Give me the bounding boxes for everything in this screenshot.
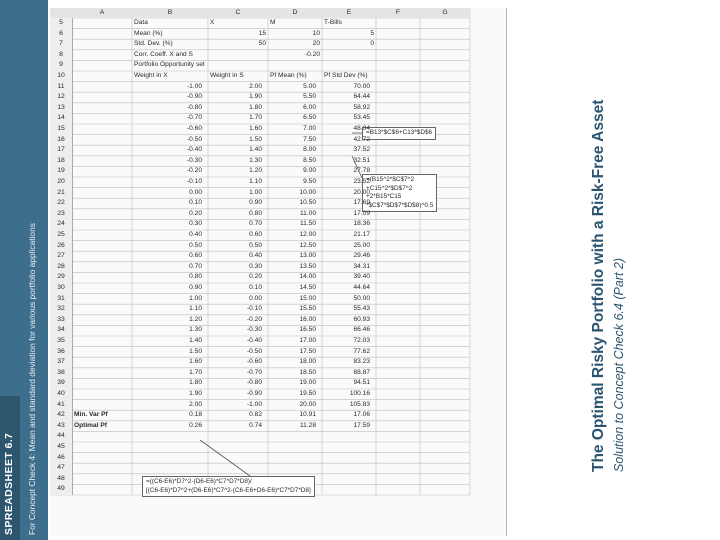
cell-c6: 15 [258,29,266,37]
row-number: 31 [50,294,73,305]
row-number: 41 [50,400,73,411]
cell-b36: 1.50 [189,347,202,355]
row-number: 8 [50,50,73,61]
cell-e25: 21.17 [353,231,370,238]
cell-c26: 0.50 [249,241,262,249]
cell-e16: 42.72 [353,135,370,143]
cell-e24: 18.36 [353,220,370,228]
cell-c20: 1.10 [249,178,262,185]
cell-c21: 1.00 [249,188,262,196]
cell-d34: 16.50 [299,326,316,334]
cell-b43: 0.26 [189,421,202,429]
cell-e36: 77.62 [353,347,370,355]
row-number: 40 [50,389,73,400]
cell-b16: -0.50 [186,135,202,143]
cell-d20: 9.50 [303,178,316,185]
cell-a43: Optimal Pf [74,421,107,429]
row-number: 42 [50,410,73,421]
cell-b37: 1.60 [189,358,202,366]
cell-b33: 1.20 [189,315,202,323]
column-header-c: C [208,8,268,18]
cell-b15: -0.60 [186,125,202,132]
row-number: 39 [50,378,73,389]
row-number: 5 [50,18,73,29]
row-number: 18 [50,156,73,167]
cell-b7: Std. Dev. (%) [134,40,173,48]
row-number: 26 [50,241,73,252]
row-number: 15 [50,124,73,135]
cell-b21: 0.00 [189,188,202,196]
cell-e39: 94.51 [353,379,370,387]
annotation-formula2-line1: =(B15^2*$C$7^2 [366,176,415,183]
cell-e29: 39.40 [353,273,370,281]
cell-b28: 0.70 [189,262,202,270]
cell-e7: 0 [370,40,374,48]
row-number: 30 [50,283,73,294]
row-number: 37 [50,357,73,368]
cell-c24: 0.70 [249,220,262,228]
cell-d5: M [270,19,276,26]
cell-d23: 11.00 [299,209,316,217]
cell-c14: 1.70 [249,114,262,122]
row-number: 24 [50,219,73,230]
cell-d7: 20 [312,40,320,48]
cell-b6: Mean (%) [134,29,163,37]
row-number: 17 [50,145,73,156]
cell-e28: 34.31 [353,262,370,270]
cell-c23: 0.80 [249,209,262,217]
row-number: 12 [50,92,73,103]
cell-b24: 0.30 [189,220,202,228]
cell-c16: 1.50 [249,135,262,143]
cell-d31: 15.00 [299,294,316,302]
cell-c12: 1.90 [249,93,262,101]
cell-e21: 20.00 [353,188,370,196]
row-number: 29 [50,272,73,283]
annotation-formula2-line4: *$C$7*$D$7*$D$8)^0.5 [366,201,434,209]
cell-d39: 19.00 [299,379,316,387]
cell-b17: -0.40 [186,146,202,154]
cell-d33: 16.00 [299,315,316,323]
cell-c13: 1.80 [249,103,262,111]
cell-e30: 44.64 [353,284,370,291]
row-number: 13 [50,103,73,114]
cell-c39: -0.80 [246,379,262,387]
cell-d38: 18.50 [299,368,316,376]
cell-b22: 0.10 [189,199,202,207]
cell-c25: 0.60 [249,231,262,238]
cell-e31: 50.00 [353,294,370,302]
cell-d17: 8.00 [303,146,316,154]
cell-e6: 5 [370,29,374,37]
cell-b27: 0.60 [189,252,202,260]
cell-e5: T-Bills [324,19,342,26]
cell-d37: 18.00 [299,358,316,366]
row-number: 23 [50,209,73,220]
row-number: 10 [50,71,73,82]
row-number: 27 [50,251,73,262]
cell-d6: 10 [312,29,320,37]
spreadsheet-note: For Concept Check 4: Mean and standard deviation for various portfolio applications [27,223,37,535]
cell-c35: -0.40 [246,337,262,344]
cell-b14: -0.70 [186,114,202,122]
cell-a42: Min. Var Pf [74,411,108,419]
cell-d22: 10.50 [299,199,316,207]
row-number: 14 [50,113,73,124]
cell-e34: 66.46 [353,326,370,334]
cell-c42: 0.82 [249,411,262,419]
left-band [0,0,48,540]
cell-d28: 13.50 [299,262,316,270]
cell-b20: -0.10 [186,178,202,185]
row-number: 44 [50,431,73,442]
cell-b9: Portfolio Opportunity set [134,61,205,69]
cell-c7: 50 [258,40,266,48]
cell-c43: 0.74 [249,421,262,429]
cell-d29: 14.00 [299,273,316,281]
cell-e20: 23.52 [353,178,370,185]
cell-c38: -0.70 [246,368,262,376]
row-number: 36 [50,347,73,358]
cell-b26: 0.50 [189,241,202,249]
cell-b18: -0.30 [186,156,202,164]
cell-b8: Corr. Coeff. X and S [134,50,193,58]
cell-e23: 17.09 [353,209,370,217]
cell-e12: 64.44 [353,93,370,101]
row-number: 19 [50,166,73,177]
row-number: 11 [50,82,73,93]
row-number: 6 [50,29,73,40]
cell-b39: 1.80 [189,379,202,387]
row-number: 21 [50,188,73,199]
cell-d27: 13.00 [299,252,316,260]
row-number: 38 [50,368,73,379]
cell-e18: 32.51 [353,156,370,164]
cell-e41: 105.83 [349,400,370,408]
column-header-e: E [322,8,376,18]
cell-d12: 5.50 [303,93,316,101]
column-header-d: D [268,8,322,18]
cell-d19: 9.00 [303,167,316,175]
cell-d21: 10.00 [299,188,316,196]
cell-e17: 37.52 [353,146,370,154]
cell-d30: 14.50 [299,284,316,291]
row-number: 25 [50,230,73,241]
annotation-formula1-text: =B13*$C$6+C13*$D$6 [366,129,433,136]
cell-b41: 2.00 [189,400,202,408]
cell-e19: 27.78 [353,167,370,175]
annotation-formula2-line3: +2*B15*C15 [366,193,402,200]
cell-d18: 8.50 [303,156,316,164]
row-number: 48 [50,474,73,485]
cell-d14: 6.50 [303,114,316,122]
cell-e40: 100.16 [349,390,370,397]
cell-c27: 0.40 [249,252,262,260]
row-number: 34 [50,325,73,336]
spreadsheet-tag: SPREADSHEET 6.7 [3,432,15,535]
cell-d41: 20.00 [299,400,316,408]
cell-e43: 17.59 [353,421,370,429]
connector-formula3 [200,440,250,476]
row-number: 22 [50,198,73,209]
cell-e14: 53.45 [353,114,370,122]
row-number: 32 [50,304,73,315]
cell-b12: -0.90 [186,93,202,101]
row-number: 45 [50,442,73,453]
cell-c5: X [210,19,215,26]
cell-b5: Data [134,19,148,26]
row-number: 33 [50,315,73,326]
cell-c41: -1.00 [246,400,262,408]
cell-c17: 1.40 [249,146,262,154]
cell-d32: 15.50 [299,305,316,313]
cell-c28: 0.30 [249,262,262,270]
cell-b29: 0.80 [189,273,202,281]
cell-b23: 0.20 [189,209,202,217]
cell-d40: 19.50 [299,390,316,397]
cell-e42: 17.06 [353,411,370,419]
cell-d43: 11.28 [299,421,316,429]
cell-c32: -0.10 [246,305,262,313]
cell-c10: Weight in S [210,72,244,79]
cell-e13: 58.92 [353,103,370,111]
cell-e26: 25.00 [353,241,370,249]
annotation-formula2 [362,174,437,212]
cell-b35: 1.40 [189,337,202,344]
cell-d36: 17.50 [299,347,316,355]
row-number: 20 [50,177,73,188]
cell-d15: 7.00 [303,125,316,132]
annotation-formula3-line1: =((C6-E6)*D7^2-(D6-E6)*C7*D7*D8)/ [146,478,252,485]
row-number: 9 [50,60,73,71]
cell-b42: 0.18 [189,411,202,419]
spreadsheet [50,8,507,536]
cell-e35: 72.03 [353,337,370,344]
cell-c22: 0.90 [249,199,262,207]
cell-c19: 1.20 [249,167,262,175]
cell-d13: 6.00 [303,103,316,111]
cell-d42: 10.91 [299,411,316,419]
cell-e27: 29.46 [353,252,370,260]
cell-e15: 48.04 [353,125,370,132]
page-title: The Optimal Risky Portfolio with a Risk-Free Asset [590,99,607,472]
cell-b30: 0.90 [189,284,202,291]
cell-d25: 12.00 [299,231,316,238]
cell-d11: 5.00 [303,82,316,90]
row-number: 43 [50,421,73,432]
cell-c34: -0.30 [246,326,262,334]
cell-d26: 12.50 [299,241,316,249]
cell-e10: Pf Std Dev (%) [324,72,368,79]
cell-d35: 17.00 [299,337,316,344]
row-number: 7 [50,39,73,50]
cell-e22: 17.69 [353,199,370,207]
corner-header [50,8,72,18]
annotation-formula1 [362,127,436,140]
column-header-a: A [72,8,132,18]
row-number: 16 [50,135,73,146]
row-number: 28 [50,262,73,273]
cell-d10: Pf Mean (%) [270,72,307,79]
column-header-f: F [376,8,420,18]
row-number: 49 [50,484,73,495]
cell-c30: 0.10 [249,284,262,291]
cell-c15: 1.60 [249,125,262,132]
cell-e33: 60.93 [353,315,370,323]
cell-b25: 0.40 [189,231,202,238]
cell-d8: -0.20 [304,50,320,58]
cell-b40: 1.90 [189,390,202,397]
cell-b11: -1.00 [186,82,202,90]
cell-c29: 0.20 [249,273,262,281]
annotation-formula2-line2: +C15^2*$D$7^2 [366,184,413,192]
cell-b34: 1.30 [189,326,202,334]
cell-c18: 1.30 [249,156,262,164]
column-header-b: B [132,8,208,18]
cell-b13: -0.80 [186,103,202,111]
cell-d16: 7.50 [303,135,316,143]
annotation-formula3 [142,476,315,497]
cell-b19: -0.20 [186,167,202,175]
cell-d24: 11.50 [299,220,316,228]
column-header-g: G [420,8,470,18]
cell-e32: 55.43 [353,305,370,313]
annotation-formula3-line2: [(C6-E6)*D7^2+(D6-E6)*C7^2-(C6-E6+D6-E6)*C7*D7*D8] [146,486,311,494]
row-number: 46 [50,453,73,464]
cell-b32: 1.10 [189,305,202,313]
cell-b38: 1.70 [189,368,202,376]
cell-c31: 0.00 [249,294,262,302]
cell-c40: -0.90 [246,390,262,397]
cell-b10: Weight in X [134,72,168,79]
cell-c36: -0.50 [246,347,262,355]
row-number: 47 [50,463,73,474]
cell-c37: -0.60 [246,358,262,366]
cell-e37: 83.23 [353,358,370,366]
cell-c11: 2.00 [249,82,262,90]
cell-c33: -0.20 [246,315,262,323]
cell-e38: 88.87 [353,368,370,376]
page-subtitle: Solution to Concept Check 6.4 (Part 2) [612,257,626,472]
cell-b31: 1.00 [189,294,202,302]
cell-e11: 70.00 [353,82,370,90]
row-number: 35 [50,336,73,347]
